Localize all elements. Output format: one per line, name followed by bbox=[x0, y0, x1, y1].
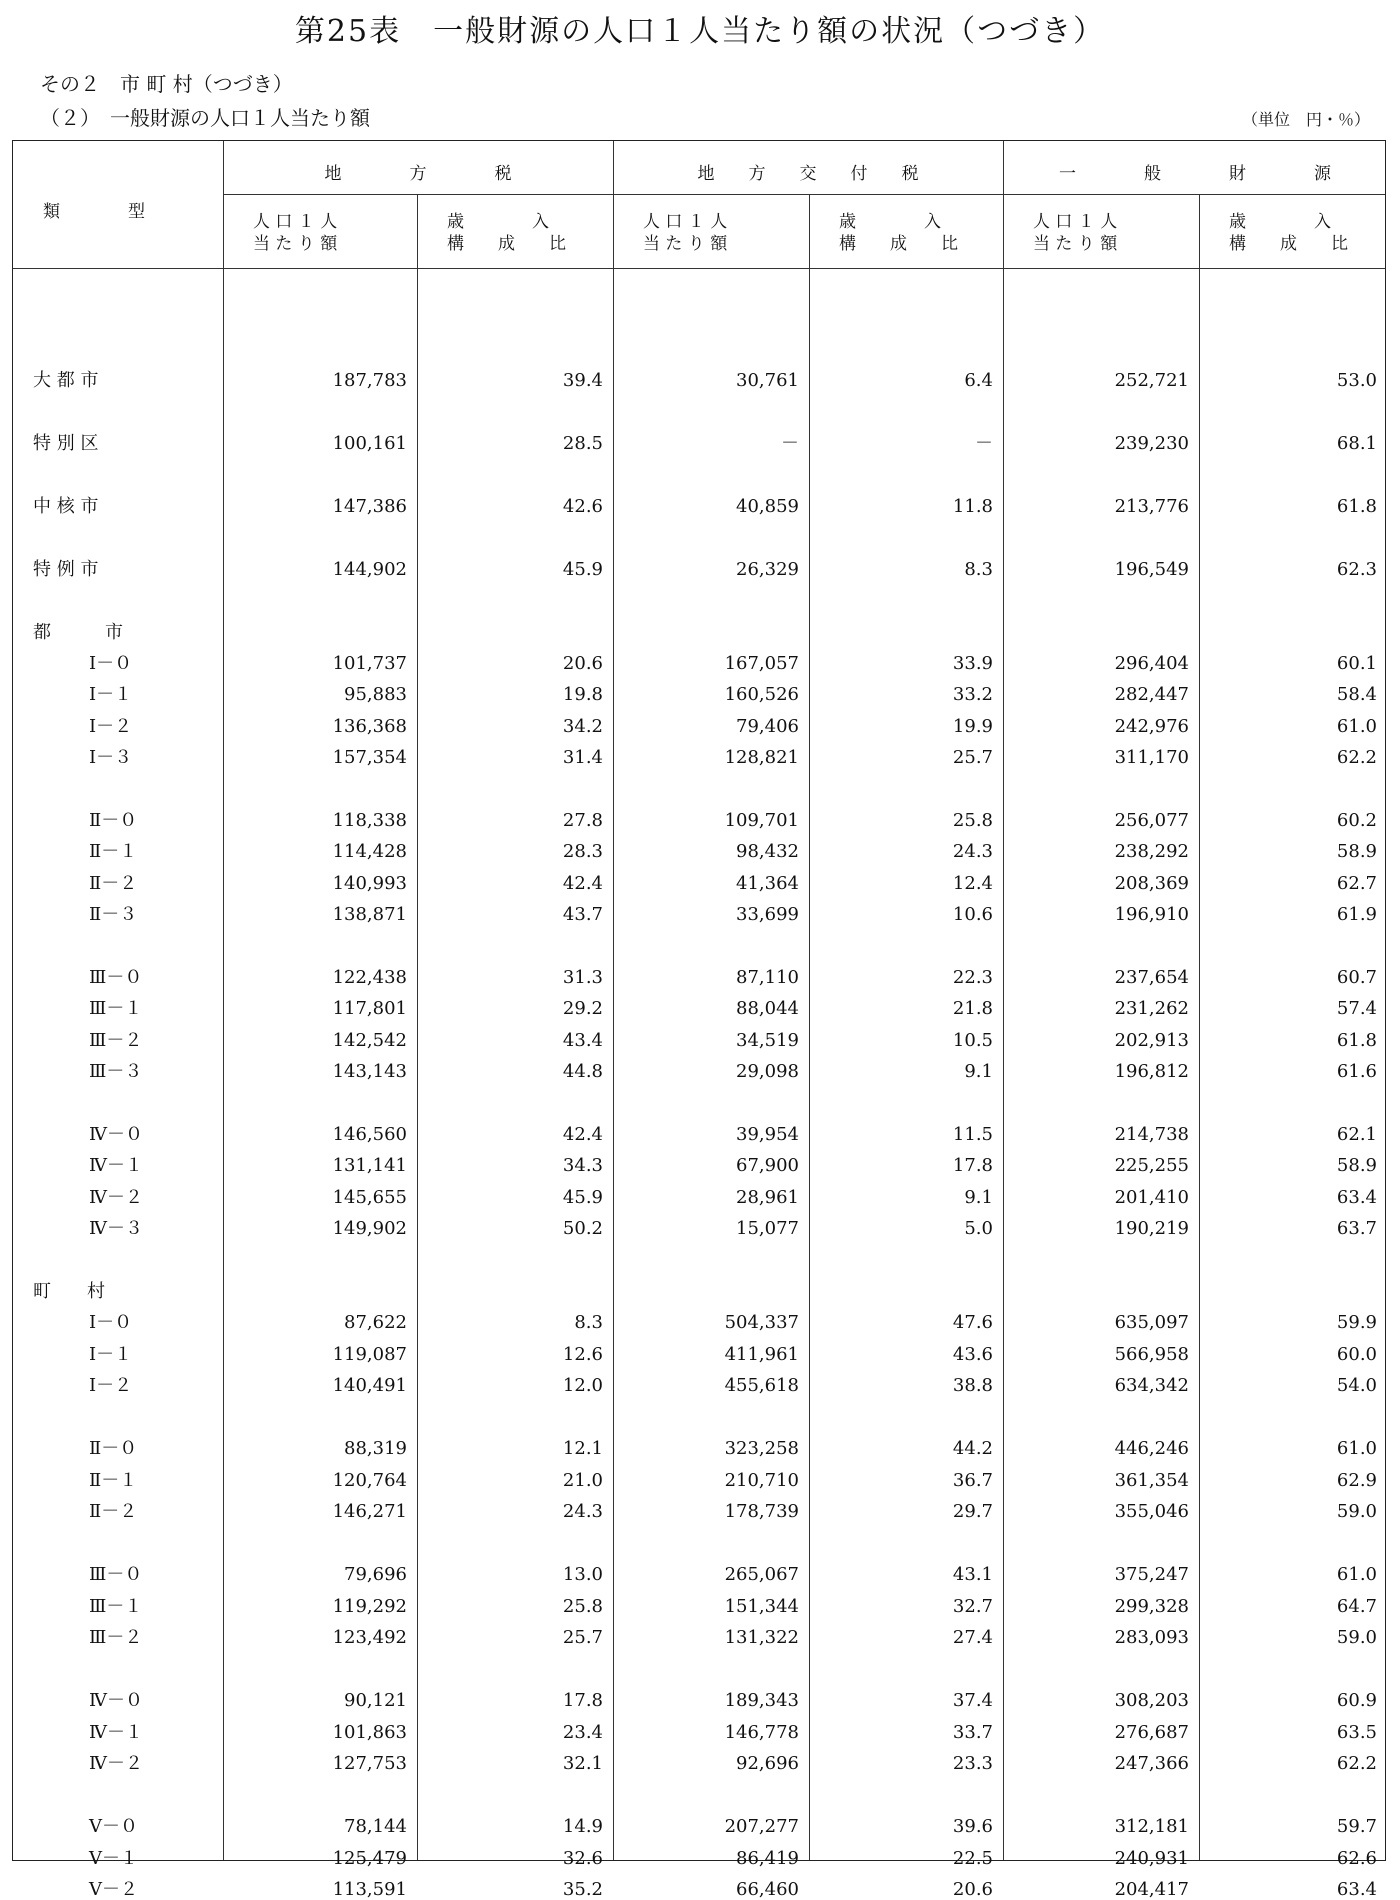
table-cell: － bbox=[781, 433, 799, 454]
table-cell: 411,961 bbox=[724, 1344, 799, 1365]
row-label: Ⅳ－２ bbox=[89, 1187, 143, 1208]
unit-note: （単位 円・％） bbox=[1241, 110, 1370, 129]
table-cell: 100,161 bbox=[332, 433, 407, 454]
table-cell: 196,812 bbox=[1114, 1061, 1189, 1082]
table-cell: 62.3 bbox=[1336, 559, 1377, 580]
table-cell: 196,549 bbox=[1114, 559, 1189, 580]
row-label: Ⅳ－３ bbox=[89, 1218, 143, 1239]
table-cell: 87,622 bbox=[344, 1312, 407, 1333]
row-label: Ⅳ－２ bbox=[89, 1753, 143, 1774]
table-cell: 23.4 bbox=[562, 1722, 603, 1743]
table-cell: 114,428 bbox=[332, 841, 407, 862]
table-cell: 62.2 bbox=[1336, 1753, 1377, 1774]
table-cell: 252,721 bbox=[1114, 370, 1189, 391]
table-cell: 36.7 bbox=[952, 1470, 993, 1491]
subheader-per-capita bbox=[253, 211, 337, 255]
table-cell: 33.7 bbox=[952, 1722, 993, 1743]
table-cell: 8.3 bbox=[964, 559, 993, 580]
table-cell: 10.5 bbox=[952, 1030, 993, 1051]
table-cell: － bbox=[975, 433, 993, 454]
table-cell: 202,913 bbox=[1114, 1030, 1189, 1051]
table-cell: 120,764 bbox=[332, 1470, 407, 1491]
table-cell: 32.6 bbox=[562, 1848, 603, 1869]
table-cell: 61.9 bbox=[1336, 904, 1377, 925]
table-cell: 187,783 bbox=[332, 370, 407, 391]
table-cell: 45.9 bbox=[562, 1187, 603, 1208]
table-cell: 118,338 bbox=[332, 810, 407, 831]
table-cell: 238,292 bbox=[1114, 841, 1189, 862]
subheader-revenue-ratio bbox=[447, 211, 566, 255]
table-cell: 128,821 bbox=[724, 747, 799, 768]
row-label: Ⅴ－０ bbox=[89, 1816, 138, 1837]
subheader-line: 歳 入 bbox=[1229, 212, 1331, 232]
table-cell: 12.6 bbox=[562, 1344, 603, 1365]
table-cell: 225,255 bbox=[1114, 1155, 1189, 1176]
table-cell: 59.7 bbox=[1336, 1816, 1377, 1837]
table-cell: 242,976 bbox=[1114, 716, 1189, 737]
row-label: 大 都 市 bbox=[33, 370, 99, 391]
table-cell: 60.2 bbox=[1336, 810, 1377, 831]
table-cell: 144,902 bbox=[332, 559, 407, 580]
table-cell: 109,701 bbox=[724, 810, 799, 831]
table-cell: 43.1 bbox=[952, 1564, 993, 1585]
table-cell: 59.9 bbox=[1336, 1312, 1377, 1333]
table-cell: 14.9 bbox=[562, 1816, 603, 1837]
subheader-line: 人 口 １ 人 bbox=[643, 212, 728, 232]
table-cell: 17.8 bbox=[952, 1155, 993, 1176]
table-cell: 61.6 bbox=[1336, 1061, 1377, 1082]
row-label: Ⅰ－０ bbox=[89, 653, 133, 674]
table-cell: 311,170 bbox=[1114, 747, 1189, 768]
table-cell: 58.9 bbox=[1336, 1155, 1377, 1176]
header-local-tax: 地 方 税 bbox=[324, 164, 512, 184]
row-label: Ⅳ－０ bbox=[89, 1690, 143, 1711]
row-label: Ⅱ－０ bbox=[89, 810, 138, 831]
table-cell: 22.5 bbox=[952, 1848, 993, 1869]
table-cell: 29.2 bbox=[562, 998, 603, 1019]
table-cell: 147,386 bbox=[332, 496, 407, 517]
table-cell: 19.9 bbox=[952, 716, 993, 737]
table-cell: 33.2 bbox=[952, 684, 993, 705]
row-label: Ⅰ－１ bbox=[89, 1344, 133, 1365]
table-cell: 95,883 bbox=[344, 684, 407, 705]
table-cell: 446,246 bbox=[1114, 1438, 1189, 1459]
table-cell: 62.7 bbox=[1336, 873, 1377, 894]
table-cell: 63.4 bbox=[1336, 1879, 1377, 1900]
table-cell: 25.7 bbox=[562, 1627, 603, 1648]
subheader-revenue-ratio bbox=[1229, 211, 1348, 255]
row-label: Ⅰ－２ bbox=[89, 716, 133, 737]
table-cell: 35.2 bbox=[562, 1879, 603, 1900]
table-cell: 214,738 bbox=[1114, 1124, 1189, 1145]
table-cell: 98,432 bbox=[736, 841, 799, 862]
row-label: Ⅲ－０ bbox=[89, 1564, 143, 1585]
table-cell: 151,344 bbox=[724, 1596, 799, 1617]
row-label: 中 核 市 bbox=[33, 496, 99, 517]
table-cell: 21.0 bbox=[562, 1470, 603, 1491]
table-cell: 40,859 bbox=[736, 496, 799, 517]
subtitle-table: （２） 一般財源の人口１人当たり額 bbox=[40, 106, 370, 130]
table-cell: 17.8 bbox=[562, 1690, 603, 1711]
row-label: Ⅴ－２ bbox=[89, 1879, 138, 1900]
table-cell: 28.5 bbox=[562, 433, 603, 454]
table-cell: 210,710 bbox=[724, 1470, 799, 1491]
table-cell: 140,491 bbox=[332, 1375, 407, 1396]
table-cell: 375,247 bbox=[1114, 1564, 1189, 1585]
table-cell: 34.3 bbox=[562, 1155, 603, 1176]
table-cell: 29.7 bbox=[952, 1501, 993, 1522]
table-cell: 34,519 bbox=[736, 1030, 799, 1051]
table-cell: 59.0 bbox=[1336, 1501, 1377, 1522]
table-cell: 33,699 bbox=[736, 904, 799, 925]
table-cell: 6.4 bbox=[964, 370, 993, 391]
table-cell: 42.4 bbox=[562, 1124, 603, 1145]
table-cell: 101,737 bbox=[332, 653, 407, 674]
table-cell: 61.0 bbox=[1336, 1564, 1377, 1585]
divider bbox=[13, 268, 1385, 269]
table-cell: 62.1 bbox=[1336, 1124, 1377, 1145]
table-cell: 355,046 bbox=[1114, 1501, 1189, 1522]
table-cell: 30,761 bbox=[736, 370, 799, 391]
subheader-line: 構 成 比 bbox=[1229, 234, 1348, 254]
table-cell: 125,479 bbox=[332, 1848, 407, 1869]
row-label: Ⅰ－２ bbox=[89, 1375, 133, 1396]
row-label: Ⅴ－１ bbox=[89, 1848, 138, 1869]
table-cell: 12.4 bbox=[952, 873, 993, 894]
table-cell: 39,954 bbox=[736, 1124, 799, 1145]
table-cell: 256,077 bbox=[1114, 810, 1189, 831]
table-cell: 208,369 bbox=[1114, 873, 1189, 894]
table-cell: 143,143 bbox=[332, 1061, 407, 1082]
table-cell: 32.7 bbox=[952, 1596, 993, 1617]
table-cell: 455,618 bbox=[724, 1375, 799, 1396]
table-cell: 20.6 bbox=[952, 1879, 993, 1900]
table-cell: 123,492 bbox=[332, 1627, 407, 1648]
table-cell: 92,696 bbox=[736, 1753, 799, 1774]
table-cell: 31.4 bbox=[562, 747, 603, 768]
table-cell: 240,931 bbox=[1114, 1848, 1189, 1869]
subheader-line: 歳 入 bbox=[839, 212, 941, 232]
table-cell: 79,696 bbox=[344, 1564, 407, 1585]
table-cell: 131,141 bbox=[332, 1155, 407, 1176]
table-cell: 62.9 bbox=[1336, 1470, 1377, 1491]
table-cell: 24.3 bbox=[952, 841, 993, 862]
row-label: Ⅰ－１ bbox=[89, 684, 133, 705]
table-cell: 67,900 bbox=[736, 1155, 799, 1176]
table-cell: 61.8 bbox=[1336, 1030, 1377, 1051]
table-cell: 146,271 bbox=[332, 1501, 407, 1522]
subheader-line: 当 た り 額 bbox=[1033, 234, 1118, 254]
table-cell: 140,993 bbox=[332, 873, 407, 894]
table-cell: 44.8 bbox=[562, 1061, 603, 1082]
table-cell: 39.4 bbox=[562, 370, 603, 391]
row-label: Ⅱ－２ bbox=[89, 873, 138, 894]
table-cell: 101,863 bbox=[332, 1722, 407, 1743]
table-cell: 146,778 bbox=[724, 1722, 799, 1743]
table-cell: 86,419 bbox=[736, 1848, 799, 1869]
table-cell: 59.0 bbox=[1336, 1627, 1377, 1648]
table-cell: 90,121 bbox=[344, 1690, 407, 1711]
table-cell: 53.0 bbox=[1336, 370, 1377, 391]
subheader-line: 構 成 比 bbox=[447, 234, 566, 254]
table-cell: 25.8 bbox=[952, 810, 993, 831]
table-cell: 122,438 bbox=[332, 967, 407, 988]
table-cell: 10.6 bbox=[952, 904, 993, 925]
data-table bbox=[12, 140, 1386, 1900]
table-cell: 361,354 bbox=[1114, 1470, 1189, 1491]
table-cell: 201,410 bbox=[1114, 1187, 1189, 1208]
row-label: Ⅳ－０ bbox=[89, 1124, 143, 1145]
table-cell: 88,319 bbox=[344, 1438, 407, 1459]
table-cell: 276,687 bbox=[1114, 1722, 1189, 1743]
table-cell: 265,067 bbox=[724, 1564, 799, 1585]
table-cell: 21.8 bbox=[952, 998, 993, 1019]
table-cell: 178,739 bbox=[724, 1501, 799, 1522]
table-cell: 145,655 bbox=[332, 1187, 407, 1208]
table-cell: 27.4 bbox=[952, 1627, 993, 1648]
table-cell: 9.1 bbox=[964, 1061, 993, 1082]
table-cell: 190,219 bbox=[1114, 1218, 1189, 1239]
table-cell: 308,203 bbox=[1114, 1690, 1189, 1711]
table-cell: 160,526 bbox=[724, 684, 799, 705]
subheader-line: 当 た り 額 bbox=[643, 234, 728, 254]
row-label: Ⅲ－２ bbox=[89, 1627, 143, 1648]
table-cell: 87,110 bbox=[736, 967, 799, 988]
table-cell: 504,337 bbox=[724, 1312, 799, 1333]
table-cell: 237,654 bbox=[1114, 967, 1189, 988]
table-cell: 149,902 bbox=[332, 1218, 407, 1239]
table-cell: 61.0 bbox=[1336, 1438, 1377, 1459]
row-label: 町 村 bbox=[33, 1281, 105, 1302]
table-cell: 136,368 bbox=[332, 716, 407, 737]
table-cell: 42.4 bbox=[562, 873, 603, 894]
table-cell: 239,230 bbox=[1114, 433, 1189, 454]
row-label: Ⅰ－３ bbox=[89, 747, 133, 768]
page-title: 第25表 一般財源の人口１人当たり額の状況（つづき） bbox=[294, 14, 1106, 49]
table-cell: 167,057 bbox=[724, 653, 799, 674]
table-cell: 41,364 bbox=[736, 873, 799, 894]
row-label: Ⅲ－０ bbox=[89, 967, 143, 988]
table-cell: 34.2 bbox=[562, 716, 603, 737]
table-cell: 635,097 bbox=[1114, 1312, 1189, 1333]
table-cell: 88,044 bbox=[736, 998, 799, 1019]
row-label: Ⅲ－３ bbox=[89, 1061, 143, 1082]
row-label: Ⅱ－０ bbox=[89, 1438, 138, 1459]
subheader-per-capita bbox=[1033, 211, 1117, 255]
table-cell: 119,087 bbox=[332, 1344, 407, 1365]
subheader-per-capita bbox=[643, 211, 727, 255]
table-cell: 44.2 bbox=[952, 1438, 993, 1459]
row-label: Ⅰ－０ bbox=[89, 1312, 133, 1333]
table-cell: 247,366 bbox=[1114, 1753, 1189, 1774]
table-cell: 28,961 bbox=[736, 1187, 799, 1208]
table-cell: 23.3 bbox=[952, 1753, 993, 1774]
table-cell: 62.2 bbox=[1336, 747, 1377, 768]
table-cell: 13.0 bbox=[562, 1564, 603, 1585]
table-cell: 43.6 bbox=[952, 1344, 993, 1365]
table-cell: 61.0 bbox=[1336, 716, 1377, 737]
row-label: 都 市 bbox=[33, 622, 123, 643]
table-cell: 32.1 bbox=[562, 1753, 603, 1774]
subheader-line: 人 口 １ 人 bbox=[1033, 212, 1118, 232]
header-local-allocation-tax: 地 方 交 付 税 bbox=[697, 164, 919, 184]
table-cell: 20.6 bbox=[562, 653, 603, 674]
table-cell: 78,144 bbox=[344, 1816, 407, 1837]
table-cell: 113,591 bbox=[332, 1879, 407, 1900]
table-cell: 39.6 bbox=[952, 1816, 993, 1837]
table-cell: 189,343 bbox=[724, 1690, 799, 1711]
table-cell: 11.8 bbox=[952, 496, 993, 517]
table-cell: 64.7 bbox=[1336, 1596, 1377, 1617]
row-label: Ⅳ－１ bbox=[89, 1155, 143, 1176]
header-general-revenue: 一 般 財 源 bbox=[1059, 164, 1331, 184]
table-cell: 63.7 bbox=[1336, 1218, 1377, 1239]
table-cell: 79,406 bbox=[736, 716, 799, 737]
table-cell: 29,098 bbox=[736, 1061, 799, 1082]
table-cell: 8.3 bbox=[574, 1312, 603, 1333]
table-cell: 283,093 bbox=[1114, 1627, 1189, 1648]
table-cell: 60.0 bbox=[1336, 1344, 1377, 1365]
row-label: Ⅱ－３ bbox=[89, 904, 138, 925]
table-cell: 231,262 bbox=[1114, 998, 1189, 1019]
table-cell: 12.1 bbox=[562, 1438, 603, 1459]
table-cell: 31.3 bbox=[562, 967, 603, 988]
table-cell: 5.0 bbox=[964, 1218, 993, 1239]
table-cell: 323,258 bbox=[724, 1438, 799, 1459]
row-label: Ⅱ－１ bbox=[89, 841, 138, 862]
table-cell: 25.7 bbox=[952, 747, 993, 768]
table-cell: 58.4 bbox=[1336, 684, 1377, 705]
table-cell: 157,354 bbox=[332, 747, 407, 768]
table-cell: 213,776 bbox=[1114, 496, 1189, 517]
table-cell: 68.1 bbox=[1336, 433, 1377, 454]
table-cell: 45.9 bbox=[562, 559, 603, 580]
table-cell: 11.5 bbox=[952, 1124, 993, 1145]
table-cell: 296,404 bbox=[1114, 653, 1189, 674]
subheader-line: 歳 入 bbox=[447, 212, 549, 232]
table-cell: 204,417 bbox=[1114, 1879, 1189, 1900]
table-cell: 33.9 bbox=[952, 653, 993, 674]
table-cell: 66,460 bbox=[736, 1879, 799, 1900]
table-cell: 312,181 bbox=[1114, 1816, 1189, 1837]
table-cell: 54.0 bbox=[1336, 1375, 1377, 1396]
table-cell: 634,342 bbox=[1114, 1375, 1189, 1396]
table-cell: 15,077 bbox=[736, 1218, 799, 1239]
subheader-line: 当 た り 額 bbox=[253, 234, 338, 254]
row-label: Ⅲ－１ bbox=[89, 1596, 143, 1617]
table-cell: 24.3 bbox=[562, 1501, 603, 1522]
table-cell: 566,958 bbox=[1114, 1344, 1189, 1365]
row-label: 特 別 区 bbox=[33, 433, 99, 454]
table-cell: 63.5 bbox=[1336, 1722, 1377, 1743]
table-cell: 131,322 bbox=[724, 1627, 799, 1648]
table-cell: 207,277 bbox=[724, 1816, 799, 1837]
table-cell: 25.8 bbox=[562, 1596, 603, 1617]
table-cell: 38.8 bbox=[952, 1375, 993, 1396]
table-cell: 62.6 bbox=[1336, 1848, 1377, 1869]
table-cell: 9.1 bbox=[964, 1187, 993, 1208]
table-cell: 43.7 bbox=[562, 904, 603, 925]
table-cell: 282,447 bbox=[1114, 684, 1189, 705]
table-cell: 146,560 bbox=[332, 1124, 407, 1145]
table-cell: 60.1 bbox=[1336, 653, 1377, 674]
table-cell: 19.8 bbox=[562, 684, 603, 705]
table-cell: 26,329 bbox=[736, 559, 799, 580]
table-cell: 196,910 bbox=[1114, 904, 1189, 925]
subheader-line: 構 成 比 bbox=[839, 234, 958, 254]
table-cell: 27.8 bbox=[562, 810, 603, 831]
table-cell: 138,871 bbox=[332, 904, 407, 925]
table-cell: 22.3 bbox=[952, 967, 993, 988]
subtitle-section: その２ 市 町 村（つづき） bbox=[40, 72, 293, 96]
table-cell: 12.0 bbox=[562, 1375, 603, 1396]
row-label: Ⅲ－１ bbox=[89, 998, 143, 1019]
table-cell: 142,542 bbox=[332, 1030, 407, 1051]
row-label: Ⅱ－２ bbox=[89, 1501, 138, 1522]
table-cell: 127,753 bbox=[332, 1753, 407, 1774]
table-cell: 63.4 bbox=[1336, 1187, 1377, 1208]
subheader-revenue-ratio bbox=[839, 211, 958, 255]
row-label: Ⅱ－１ bbox=[89, 1470, 138, 1491]
table-cell: 50.2 bbox=[562, 1218, 603, 1239]
table-cell: 119,292 bbox=[332, 1596, 407, 1617]
divider bbox=[223, 194, 1385, 195]
table-cell: 47.6 bbox=[952, 1312, 993, 1333]
table-cell: 42.6 bbox=[562, 496, 603, 517]
table-cell: 61.8 bbox=[1336, 496, 1377, 517]
header-type: 類 型 bbox=[43, 202, 145, 222]
table-cell: 60.9 bbox=[1336, 1690, 1377, 1711]
table-cell: 60.7 bbox=[1336, 967, 1377, 988]
table-cell: 58.9 bbox=[1336, 841, 1377, 862]
table-cell: 37.4 bbox=[952, 1690, 993, 1711]
table-cell: 43.4 bbox=[562, 1030, 603, 1051]
table-cell: 28.3 bbox=[562, 841, 603, 862]
table-cell: 299,328 bbox=[1114, 1596, 1189, 1617]
table-cell: 57.4 bbox=[1336, 998, 1377, 1019]
row-label: Ⅲ－２ bbox=[89, 1030, 143, 1051]
row-label: 特 例 市 bbox=[33, 559, 99, 580]
row-label: Ⅳ－１ bbox=[89, 1722, 143, 1743]
table-cell: 117,801 bbox=[332, 998, 407, 1019]
subheader-line: 人 口 １ 人 bbox=[253, 212, 338, 232]
